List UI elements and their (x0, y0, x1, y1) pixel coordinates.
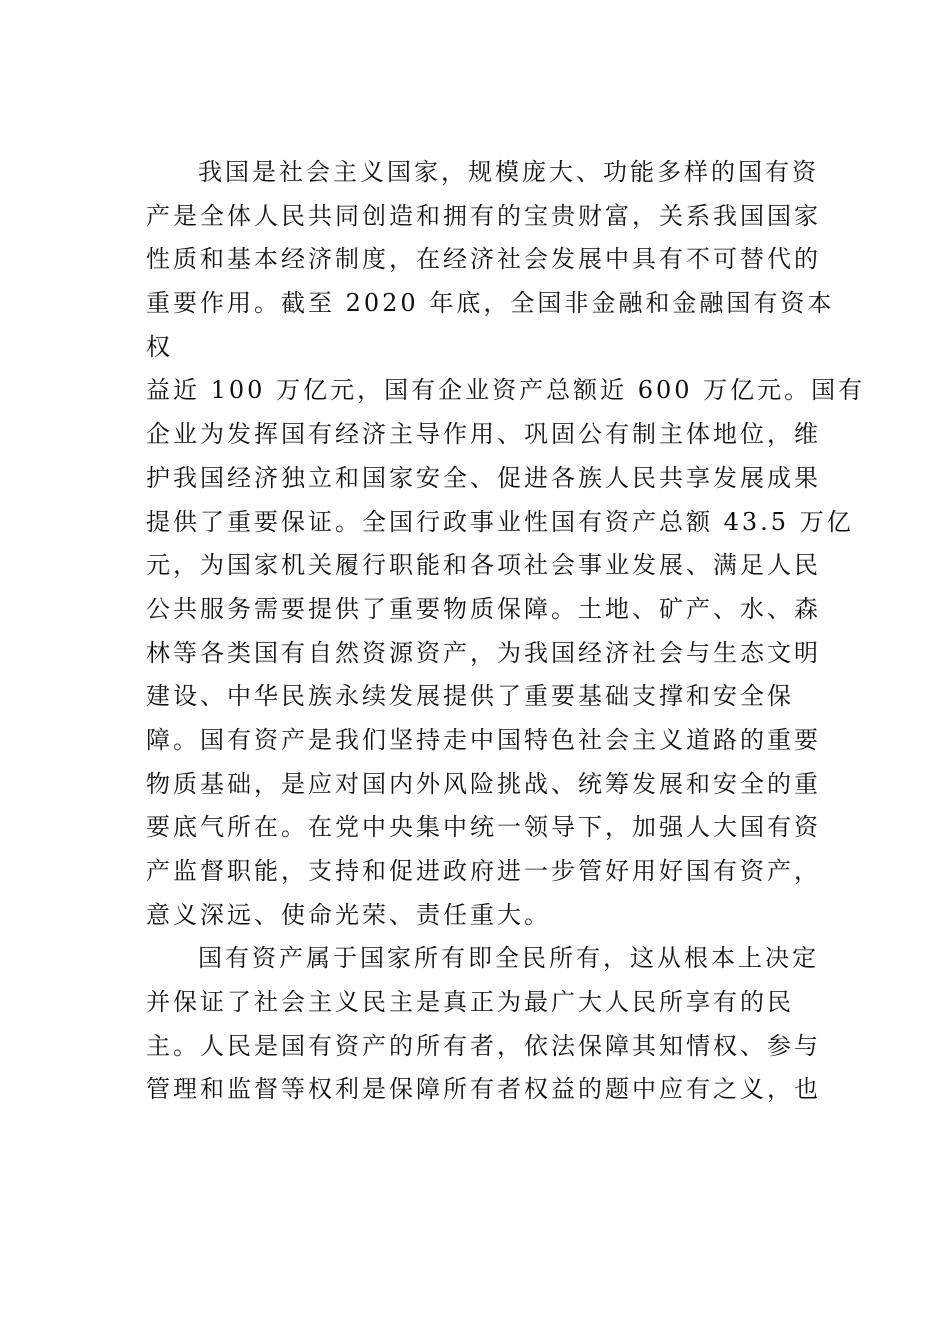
text-line: 障。国有资产是我们坚持走中国特色社会主义道路的重要 (146, 725, 821, 754)
text-line: 我国是社会主义国家，规模庞大、功能多样的国有资 (198, 158, 819, 186)
text-line: 企业为发挥国有经济主导作用、巩固公有制主体地位，维 (146, 420, 821, 449)
text-line: 管理和监督等权利是保障所有者权益的题中应有之义，也 (146, 1075, 821, 1104)
paragraph-1 (146, 151, 866, 937)
text-line: 产是全体人民共同创造和拥有的宝贵财富，关系我国国家 (146, 201, 821, 230)
document-body (146, 151, 866, 1112)
text-line: 要底气所在。在党中央集中统一领导下，加强人大国有资 (146, 813, 821, 842)
text-line: 权 (146, 332, 173, 361)
text-line: 并保证了社会主义民主是真正为最广大人民所享有的民 (146, 988, 794, 1017)
text-line: 性质和基本经济制度，在经济社会发展中具有不可替代的 (146, 245, 821, 274)
text-line: 主。人民是国有资产的所有者，依法保障其知情权、参与 (146, 1031, 821, 1060)
text-line: 益近 100 万亿元，国有企业资产总额近 600 万亿元。国有 (146, 376, 866, 405)
text-line: 提供了重要保证。全国行政事业性国有资产总额 43.5 万亿 (146, 507, 854, 536)
text-line: 物质基础，是应对国内外风险挑战、统筹发展和安全的重 (146, 769, 821, 798)
text-line: 公共服务需要提供了重要物质保障。土地、矿产、水、森 (146, 594, 821, 623)
text-line: 建设、中华民族永续发展提供了重要基础支撑和安全保 (146, 682, 794, 711)
text-line: 意义深远、使命光荣、责任重大。 (146, 900, 551, 929)
text-line: 国有资产属于国家所有即全民所有，这从根本上决定 (198, 944, 819, 973)
text-line: 重要作用。截至 2020 年底，全国非金融和金融国有资本 (146, 289, 835, 318)
text-line: 护我国经济独立和国家安全、促进各族人民共享发展成果 (146, 463, 821, 492)
text-line: 产监督职能，支持和促进政府进一步管好用好国有资产， (146, 857, 821, 885)
text-line: 元，为国家机关履行职能和各项社会事业发展、满足人民 (146, 551, 821, 580)
paragraph-2 (146, 937, 821, 1112)
text-line: 林等各类国有自然资源资产，为我国经济社会与生态文明 (146, 638, 821, 667)
